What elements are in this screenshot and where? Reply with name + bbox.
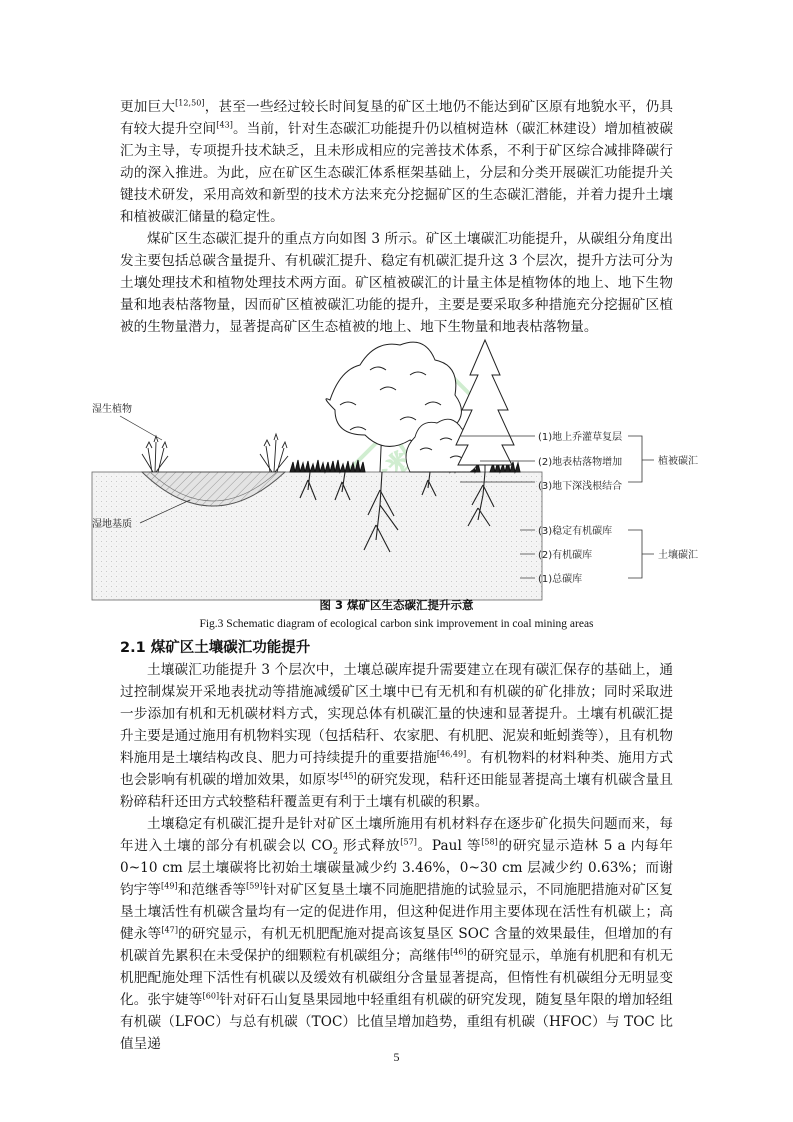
citation: [47]	[161, 925, 178, 935]
citation: [58]	[481, 837, 498, 847]
figure-caption-en: Fig.3 Schematic diagram of ecological carbon sink improvement in coal mining areas	[199, 618, 594, 630]
leader-wetland-plants	[120, 416, 162, 440]
text-run: 针对矿区复垦土壤不同施肥措施的试验显示，不同施肥措施对矿区复垦土壤活性有机碳含量均有一定的促进作用，但这种促进作用主要体现在活性有机碳上；高健永等	[120, 882, 673, 942]
text-run: 的研究显示造林 5 a 内每年 0~10 cm 层土壤碳将比初始土壤碳量减少约 3.46%，0~30 cm 层减少约 0.63%；而谢钧宇等	[120, 838, 674, 898]
conifer-tree-illustration	[456, 340, 514, 472]
page-number: 5	[393, 1050, 400, 1064]
label-veg-3: (3)地下深浅根结合	[538, 481, 623, 492]
bottom-text-block	[120, 659, 673, 1055]
text-run: 。有机物料的材料种类、施用方式也会影响有机碳的增加效果，如原岑	[120, 750, 674, 788]
figure-3	[80, 330, 720, 610]
label-soil-group: 土壤碳汇	[658, 550, 698, 561]
citation: [57]	[400, 837, 417, 847]
citation: [60]	[202, 991, 220, 1001]
soil-sink-legend	[520, 524, 698, 585]
text-run: 土壤碳汇功能提升 3 个层次中，土壤总碳库提升需要建立在现有碳汇保存的基础上，通过控制煤炭开采地表扰动等措施减缓矿区土壤中已有无机和有机碳的矿化排放；同时采取进一步添加有机和无机碳材料方式，实现总体有机碳汇量的快速和显著提升。土壤有机碳汇提升主要是通过施用有机物料实现（包括秸秆、农家肥、有机肥、泥炭和蚯蚓粪等），且有机物料施用是土壤结构改良、肥力可持续提升的重要措施	[120, 662, 673, 766]
wetland-plants-illustration	[142, 434, 288, 472]
text-run: 形式释放	[337, 838, 401, 854]
text-run: 土壤稳定有机碳汇提升是针对矿区土壤所施用有机材料存在逐步矿化损失问题而来，每年进入土壤的部分有机碳会以 CO	[120, 816, 673, 854]
text-run: 的研究显示，单施有机肥和有机无机肥配施处理下活性有机碳以及缓效有机碳组分含量显著提高，但惰性有机碳组分无明显变化。张宇婕等	[120, 948, 673, 1008]
subscript: 2	[332, 846, 338, 856]
section-heading: 2.1 煤矿区土壤碳汇功能提升	[120, 640, 311, 656]
label-veg-group: 植被碳汇	[658, 456, 698, 467]
citation: [46,49]	[436, 749, 467, 759]
top-text-block	[120, 96, 673, 338]
paragraph-p3	[120, 659, 673, 813]
citation: [43]	[216, 120, 233, 130]
label-veg-2: (2)地表枯落物增加	[538, 457, 623, 468]
citation: [12,50]	[175, 98, 205, 108]
label-soil-1: (1)总碳库	[538, 574, 583, 585]
soil-block	[92, 472, 542, 600]
text-run: 的研究发现，秸秆还田能显著提高土壤有机碳含量且粉碎秸秆还田方式较整秸秆覆盖更有利于土壤有机碳的积累。	[120, 772, 673, 810]
figure-caption-cn: 图 3 煤矿区生态碳汇提升示意	[319, 598, 474, 612]
text-run: 。Paul 等	[416, 838, 482, 854]
text-run: 和范继香等	[177, 882, 247, 898]
label-wetland-substrate: 湿地基质	[92, 519, 132, 530]
label-wetland-plants: 湿生植物	[92, 404, 132, 415]
label-veg-1: (1)地上乔灌草复层	[538, 432, 623, 443]
text-run: 针对矸石山复垦果园地中轻重组有机碳的研究发现，随复垦年限的增加轻组有机碳（LFOC）与总有机碳（TOC）比值呈增加趋势，重组有机碳（HFOC）与 TOC 比值呈递	[120, 992, 673, 1052]
citation: [49]	[161, 881, 178, 891]
paragraph-p4	[120, 813, 673, 1055]
citation: [59]	[246, 881, 263, 891]
text-run: 更加巨大	[120, 99, 176, 115]
paragraph-p1	[120, 96, 673, 228]
citation: [45]	[340, 771, 357, 781]
text-run: 煤矿区生态碳汇提升的重点方向如图 3 所示。矿区土壤碳汇功能提升，从碳组分角度出发主要包括总碳含量提升、有机碳汇提升、稳定有机碳汇提升这 3 个层次，提升方法可分为土壤处理技术和植物处理技术两方面。矿区植被碳汇的计量主体是植物体的地上、地下生物量和地表枯落物量，因而矿区植被碳汇功能的提升，主要是要采取多种措施充分挖掘矿区植被的生物量潜力，显著提高矿区生态植被的地上、地下生物量和地表枯落物量。	[120, 231, 673, 335]
paragraph-p2	[120, 228, 673, 338]
text-run: 的研究显示，有机无机肥配施对提高该复垦区 SOC 含量的效果最佳，但增加的有机碳首先累积在未受保护的细颗粒有机碳组分；高继伟	[120, 926, 673, 964]
label-soil-3: (3)稳定有机碳库	[538, 526, 613, 537]
text-run: ，甚至一些经过较长时间复垦的矿区土地仍不能达到矿区原有地貌水平，仍具有较大提升空间	[120, 99, 673, 137]
citation: [46]	[450, 947, 467, 957]
text-run: 。当前，针对生态碳汇功能提升仍以植树造林（碳汇林建设）增加植被碳汇为主导，专项提升技术缺乏，且未形成相应的完善技术体系，不利于矿区综合减排降碳行动的深入推进。为此，应在矿区生态碳汇体系框架基础上，分层和分类开展碳汇功能提升关键技术研发，采用高效和新型的技术方法来充分挖掘矿区的生态碳汇潜能，并着力提升土壤和植被碳汇储量的稳定性。	[120, 121, 673, 225]
label-soil-2: (2)有机碳库	[538, 550, 593, 561]
